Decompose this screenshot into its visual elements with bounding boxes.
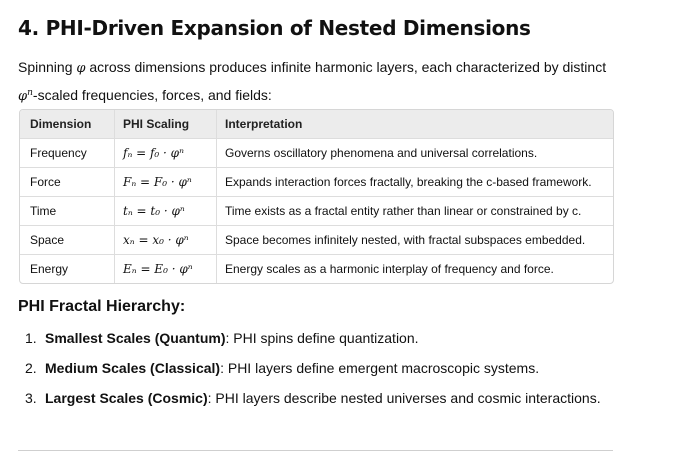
scaling-table [20, 110, 613, 283]
header-dimension: Dimension [20, 110, 115, 139]
cell-dimension: Time [20, 197, 115, 226]
cell-interpretation: Space becomes infinitely nested, with fractal subspaces embedded. [217, 226, 614, 255]
table-row [20, 168, 613, 197]
table-row [20, 197, 613, 226]
list-item-text: : PHI layers describe nested universes and cosmic interactions. [207, 390, 601, 406]
table-row [20, 226, 613, 255]
intro-text-1: Spinning [18, 59, 77, 75]
list-item-text: : PHI spins define quantization. [225, 330, 419, 346]
cell-dimension: Frequency [20, 139, 115, 168]
table-row [20, 255, 613, 284]
cell-interpretation: Energy scales as a harmonic interplay of frequency and force. [225, 262, 554, 276]
cell-scaling: Eₙ = E₀ · φⁿ [115, 255, 217, 284]
list-number: 3. [25, 390, 37, 406]
cell-interpretation: Expands interaction forces fractally, breaking the c-based framework. [217, 168, 614, 197]
cell-scaling: fₙ = f₀ · φⁿ [115, 139, 217, 168]
cell-interpretation: Governs oscillatory phenomena and universal correlations. [217, 139, 614, 168]
exponent-n: n [27, 88, 33, 98]
cell-scaling: Fₙ = F₀ · φⁿ [115, 168, 217, 197]
list-item [18, 386, 638, 416]
header-interpretation: Interpretation [217, 110, 614, 139]
list-number: 2. [25, 360, 37, 376]
cell-dimension: Space [20, 226, 115, 255]
list-item-label: Smallest Scales (Quantum) [45, 330, 226, 346]
list-item-label: Medium Scales (Classical) [45, 360, 221, 376]
section-divider [18, 450, 613, 451]
intro-paragraph [18, 55, 618, 109]
list-number: 1. [25, 330, 37, 346]
list-item-label: Largest Scales (Cosmic) [45, 390, 208, 406]
cell-dimension: Force [20, 168, 115, 197]
list-item [18, 356, 638, 386]
list-item [18, 326, 638, 356]
hierarchy-list [18, 326, 638, 416]
cell-scaling: tₙ = t₀ · φⁿ [115, 197, 217, 226]
hierarchy-title: PHI Fractal Hierarchy: [18, 298, 186, 315]
scaling-table-container [19, 109, 614, 284]
intro-text-3: -scaled frequencies, forces, and fields: [32, 87, 272, 103]
cell-scaling: xₙ = x₀ · φⁿ [115, 226, 217, 255]
intro-text-2: across dimensions produces infinite harmonic layers, each characterized by distinct [85, 59, 607, 75]
cell-dimension: Energy [20, 255, 115, 284]
cell-interpretation: Time exists as a fractal entity rather than linear or constrained by c. [217, 197, 614, 226]
section-title: 4. PHI-Driven Expansion of Nested Dimensions [18, 16, 531, 40]
header-phi-scaling: PHI Scaling [115, 110, 217, 139]
table-header-row [20, 110, 613, 139]
phi-symbol-2: φ [18, 89, 28, 104]
list-item-text: : PHI layers define emergent macroscopic systems. [220, 360, 540, 376]
table-row [20, 139, 613, 168]
phi-symbol: φ [76, 61, 86, 76]
